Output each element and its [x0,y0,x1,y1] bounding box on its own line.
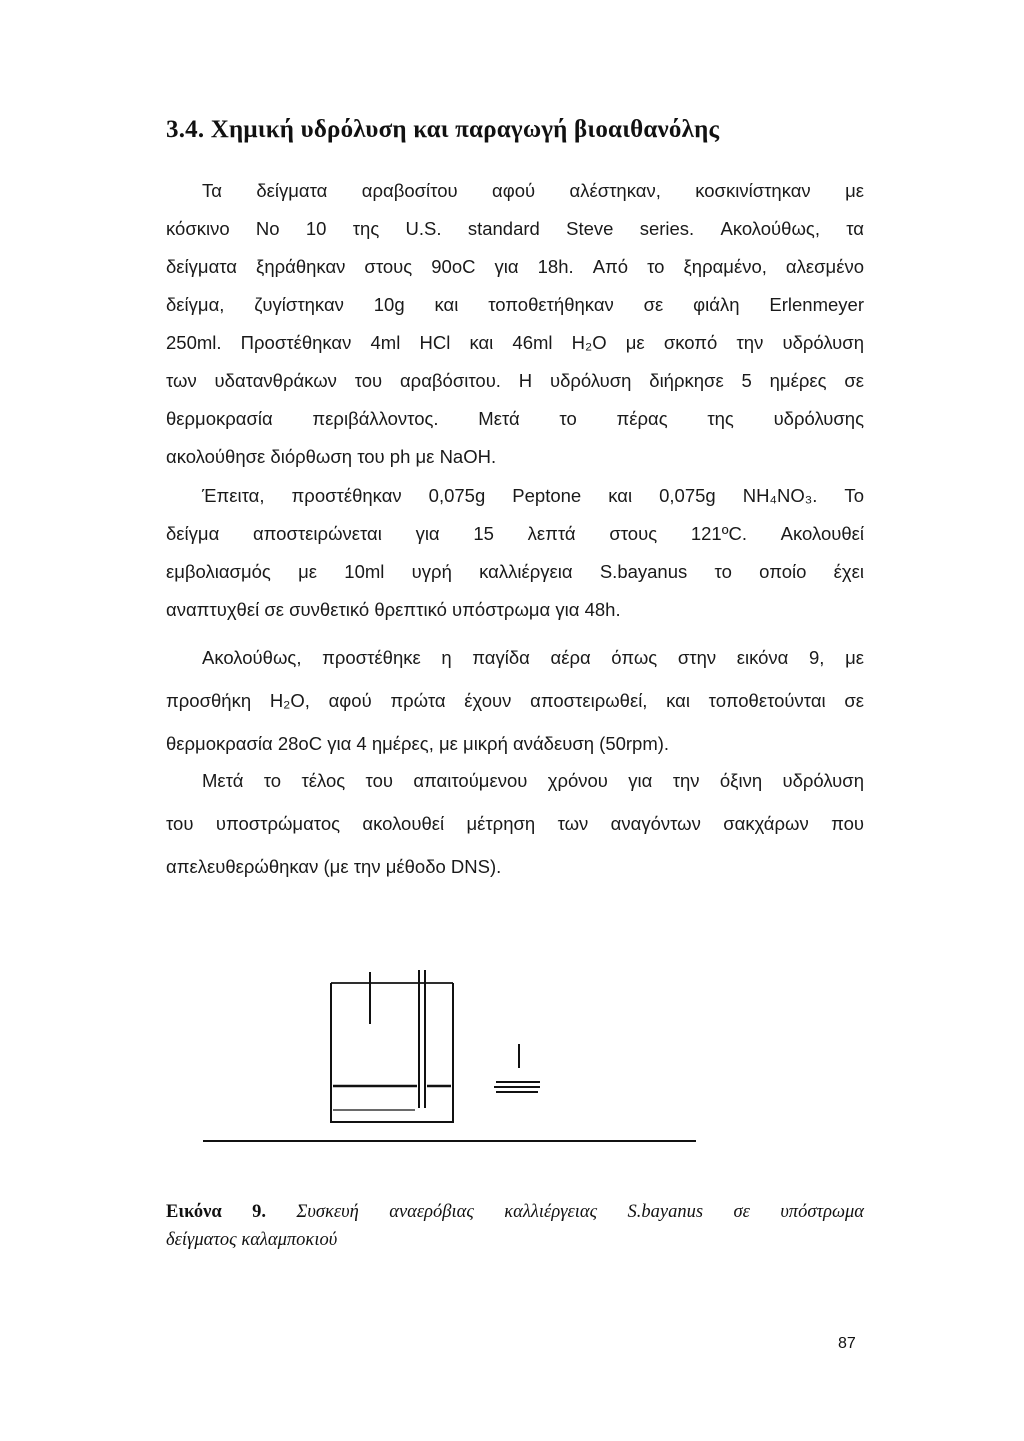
text-line: κόσκινο Νο 10 της U.S. standard Steve series. Ακολούθως, τα [166,218,864,239]
paragraph-sample-preparation [166,172,864,476]
text-line: του υποστρώματος ακολουθεί μέτρηση των αναγόντων σακχάρων που [166,813,864,834]
text-line: Μετά το τέλος του απαιτούμενου χρόνου για την όξινη υδρόλυση [202,770,864,791]
paragraph-dns-measurement [166,759,864,888]
culture-flask-drawing [331,970,453,1122]
text-line: Έπειτα, προστέθηκαν 0,075g Peptone και 0,075g NH₄NO₃. Το [202,485,864,506]
text-line: Τα δείγματα αραβοσίτου αφού αλέστηκαν, κοσκινίστηκαν με [202,180,864,201]
text-line: Ακολούθως, προστέθηκε η παγίδα αέρα όπως στην εικόνα 9, με [202,647,864,668]
text-line: 250ml. Προστέθηκαν 4ml HCl και 46ml H₂O με σκοπό την υδρόλυση [166,332,864,353]
page-number: 87 [838,1335,856,1352]
text-line: θερμοκρασία περιβάλλοντος. Μετά το πέρας της υδρόλυσης [166,408,864,429]
figure-caption [166,1198,864,1254]
text-line: δείγματα ξηράθηκαν στους 90oC για 18h. Από το ξηραμένο, αλεσμένο [166,256,864,277]
anaerobic-culture-apparatus-figure [200,960,710,1145]
paragraph-inoculation [166,477,864,629]
caption-label: Εικόνα 9. [166,1202,266,1222]
section-heading: 3.4. Χημική υδρόλυση και παραγωγή βιοαιθανόλης [166,116,720,143]
caption-text: Συσκευή αναερόβιας καλλιέργειας S.bayanus σε υπόστρωμα [296,1202,865,1222]
text-line: αναπτυχθεί σε συνθετικό θρεπτικό υπόστρωμα για 48h. [166,599,621,620]
text-line: των υδατανθράκων του αραβόσιτου. Η υδρόλυση διήρκησε 5 ημέρες σε [166,370,864,391]
caption-line: δείγματος καλαμποκιού [166,1230,338,1250]
text-line: ακολούθησε διόρθωση του ph με NaOH. [166,446,497,467]
text-line: απελευθερώθηκαν (με την μέθοδο DNS). [166,856,502,877]
text-line: προσθήκη H₂O, αφού πρώτα έχουν αποστειρωθεί, και τοποθετούνται σε [166,690,864,711]
text-line: εμβολιασμός με 10ml υγρή καλλιέργεια S.bayanus το οποίο έχει [166,561,864,582]
text-line: θερμοκρασία 28oC για 4 ημέρες, με μικρή ανάδευση (50rpm). [166,733,670,754]
text-line: δείγμα, ζυγίστηκαν 10g και τοποθετήθηκαν σε φιάλη Erlenmeyer [166,294,864,315]
caption-line [166,1198,864,1226]
text-line: δείγμα αποστειρώνεται για 15 λεπτά στους 121ºC. Ακολουθεί [166,523,864,544]
air-trap-drawing [494,1044,540,1092]
paragraph-air-trap [166,636,864,765]
